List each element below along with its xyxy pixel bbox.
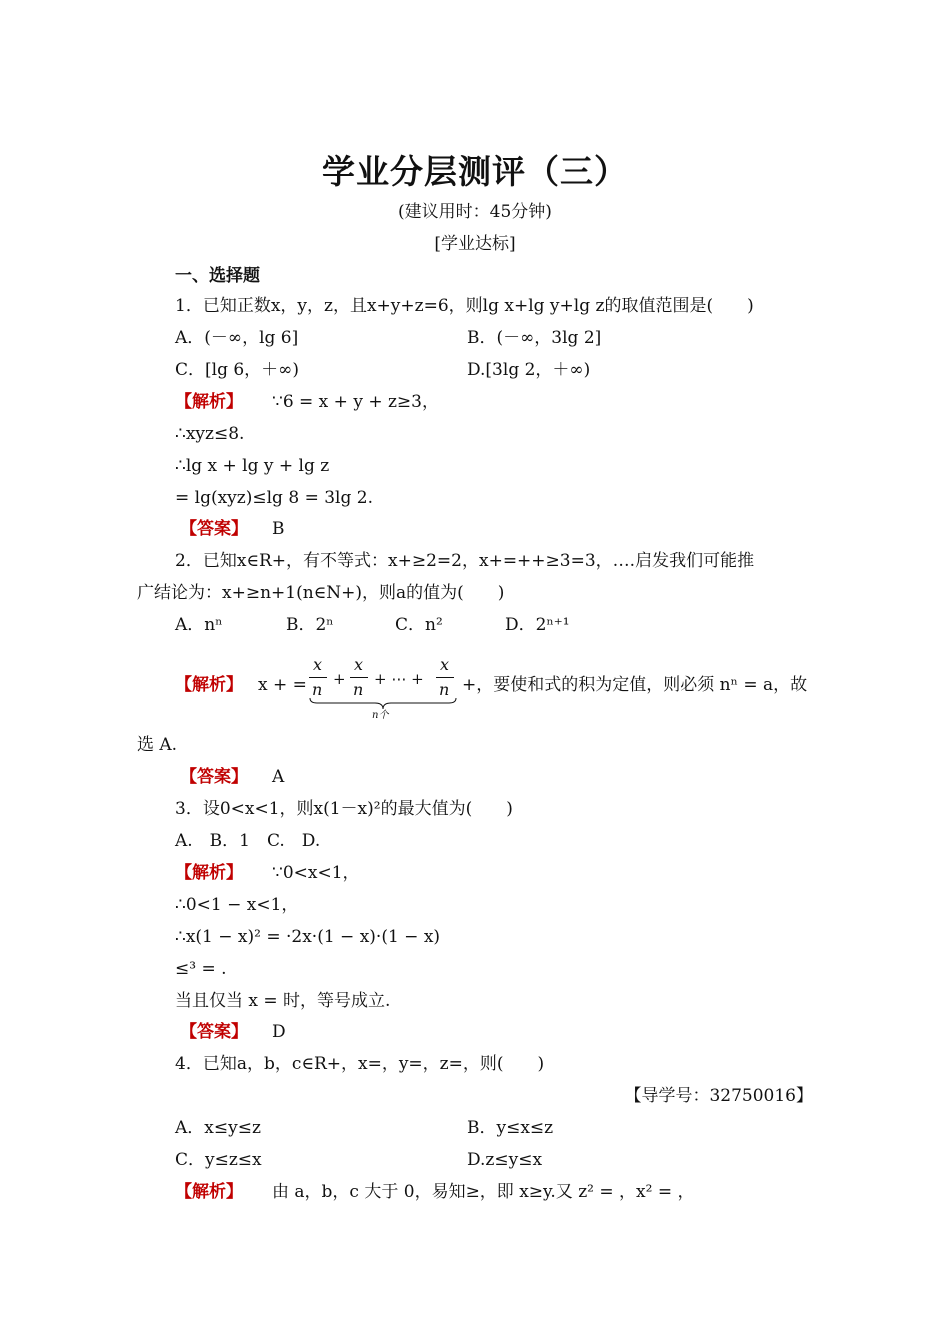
q1-stem: 1．已知正数x，y，z，且x+y+z=6，则lg x+lg y+lg z的取值范围是( ) (175, 296, 754, 316)
fraction-denominator: n (312, 680, 323, 699)
fraction-denominator: n (439, 680, 450, 699)
q2-jiexi-lead: x + = (258, 675, 307, 695)
level-label: [学业达标] (434, 234, 516, 254)
q3-jiexi-line: ∵0<x<1， (272, 863, 360, 883)
q2-option-d: D．2ⁿ⁺¹ (505, 615, 570, 635)
q3-answer: D (272, 1022, 286, 1042)
q2-option-b: B．2ⁿ (286, 615, 334, 635)
q1-option-a: A．(－∞，lg 6] (175, 328, 299, 348)
fraction-bar (350, 677, 368, 678)
q1-jiexi-line: = lg(xyz)≤lg 8 = 3lg 2. (175, 488, 373, 508)
q2-stem: 广结论为：x+≥n+1(n∈N+)，则a的值为( ) (137, 583, 505, 603)
q4-option-d: D.z≤y≤x (467, 1150, 543, 1170)
fraction-numerator: x (440, 655, 450, 674)
q3-jiexi-line: ∴0<1 − x<1， (175, 895, 299, 915)
page-title: 学业分层测评（三） (322, 152, 628, 191)
q2-answer: A (272, 767, 285, 787)
time-note: (建议用时：45分钟) (398, 202, 552, 222)
q1-jiexi-tag: 【解析】 (175, 392, 243, 412)
fraction-numerator: x (354, 655, 364, 674)
q4-option-a: A．x≤y≤z (175, 1118, 261, 1138)
guide-number: 【导学号：32750016】 (624, 1086, 813, 1106)
q1-jiexi-line: ∴lg x + lg y + lg z (175, 456, 330, 476)
q4-stem: 4．已知a，b，c∈R+，x=，y=，z=，则( ) (175, 1054, 545, 1074)
q2-option-c: C．n² (395, 615, 443, 635)
q2-jiexi-tail: +，要使和式的积为定值，则必须 nⁿ = a，故 (462, 675, 808, 695)
fraction-numerator: x (313, 655, 323, 674)
section-heading: 一、选择题 (175, 266, 260, 286)
q2-answer-tag: 【答案】 (180, 767, 248, 787)
q3-options: A. B．1 C. D. (175, 831, 321, 851)
q1-jiexi-line: ∵6 = x + y + z≥3， (272, 392, 439, 412)
q2-jiexi-wrap: 选 A. (137, 735, 178, 755)
q1-answer-tag: 【答案】 (180, 519, 248, 539)
q3-jiexi-line: 当且仅当 x = 时，等号成立. (175, 991, 391, 1011)
fraction-bar (309, 677, 327, 678)
q3-answer-tag: 【答案】 (180, 1022, 248, 1042)
plus-sign: + (333, 670, 346, 688)
q4-jiexi-line: 由 a，b，c 大于 0，易知≥，即 x≥y.又 z² = ，x² = ， (272, 1182, 695, 1202)
q4-option-c: C．y≤z≤x (175, 1150, 262, 1170)
fraction-denominator: n (353, 680, 364, 699)
fraction-bar (436, 677, 454, 678)
q4-jiexi-tag: 【解析】 (175, 1182, 243, 1202)
q2-option-a: A．nⁿ (175, 615, 223, 635)
ellipsis-sum: + ⋯ + (374, 670, 424, 688)
q3-jiexi-line: ≤³ = . (175, 959, 227, 979)
q3-stem: 3．设0<x<1，则x(1－x)²的最大值为( ) (175, 799, 513, 819)
q2-jiexi-tag: 【解析】 (175, 675, 243, 695)
underbrace-label: n个 (372, 710, 389, 721)
q1-option-b: B．(－∞，3lg 2] (467, 328, 602, 348)
q2-stem: 2．已知x∈R+，有不等式：x+≥2=2，x+=++≥3=3，….启发我们可能推 (175, 551, 755, 571)
q3-jiexi-tag: 【解析】 (175, 863, 243, 883)
q1-jiexi-line: ∴xyz≤8. (175, 424, 245, 444)
q1-answer: B (272, 519, 285, 539)
q1-option-c: C．[lg 6，＋∞) (175, 360, 299, 380)
q1-option-d: D.[3lg 2，＋∞) (467, 360, 591, 380)
q4-option-b: B．y≤x≤z (467, 1118, 554, 1138)
q3-jiexi-line: ∴x(1 − x)² = ·2x·(1 − x)·(1 − x) (175, 927, 441, 947)
